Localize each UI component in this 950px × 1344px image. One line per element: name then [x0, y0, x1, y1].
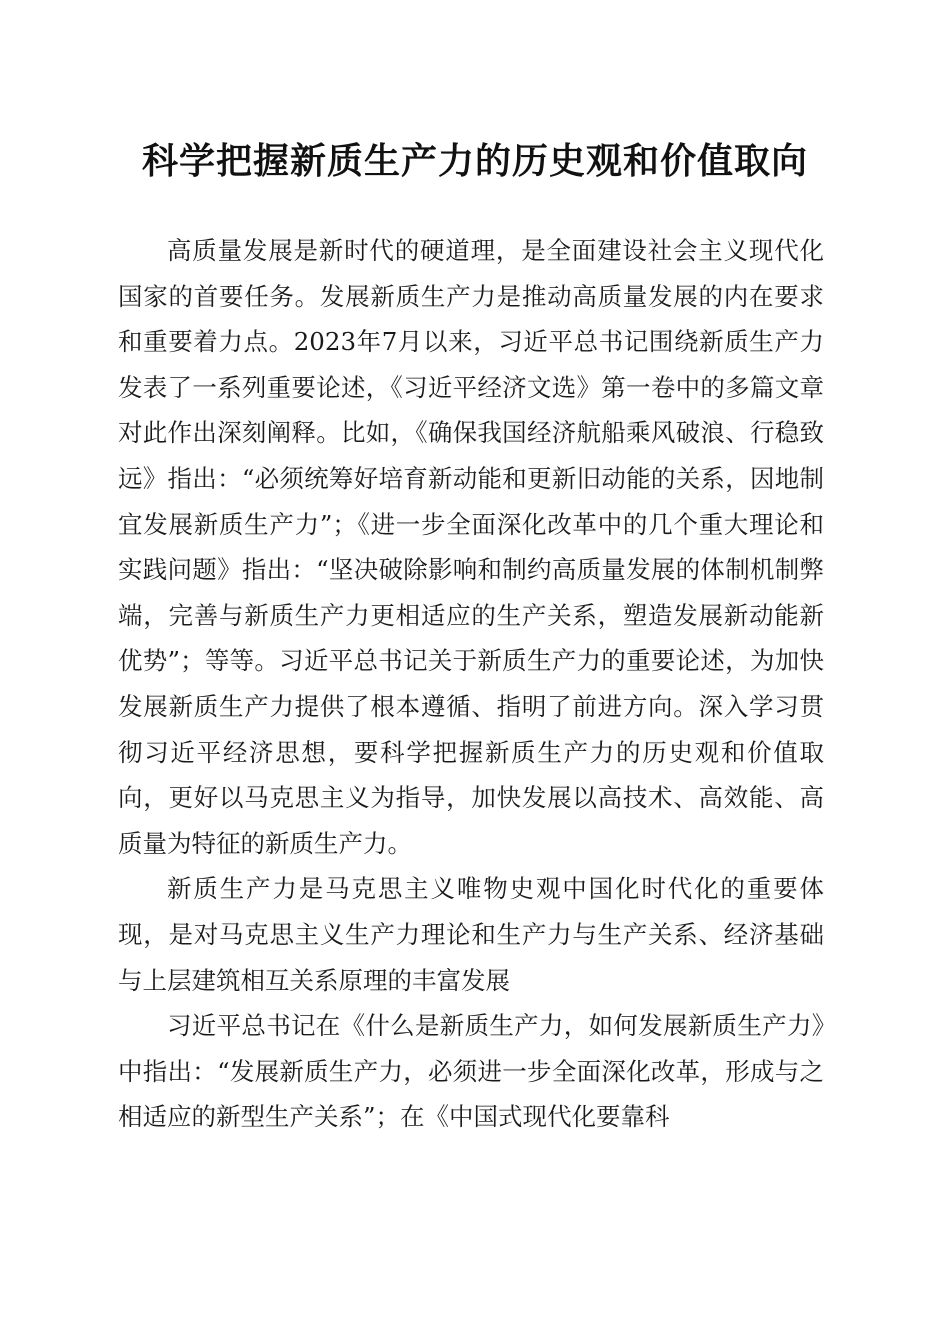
paragraph-3: 习近平总书记在《什么是新质生产力，如何发展新质生产力》中指出：“发展新质生产力，必须进一步全面深化改革，形成与之相适应的新型生产关系”；在《中国式现代化要靠科: [118, 1011, 824, 1132]
paragraph-2: 新质生产力是马克思主义唯物史观中国化时代化的重要体现，是对马克思主义生产力理论和生产力与生产关系、经济基础与上层建筑相互关系原理的丰富发展: [118, 874, 824, 995]
document-title: 科学把握新质生产力的历史观和价值取向: [141, 140, 808, 182]
paragraph-1: 高质量发展是新时代的硬道理，是全面建设社会主义现代化国家的首要任务。发展新质生产力是推动高质量发展的内在要求和重要着力点。2023年7月以来，习近平总书记围绕新质生产力发表了一系列重要论述，《习近平经济文选》第一卷中的多篇文章对此作出深刻阐释。比如，《确保我国经济航船乘风破浪、行稳致远》指出：“必须统筹好培育新动能和更新旧动能的关系，因地制宜发展新质生产力”；《进一步全面深化改革中的几个重大理论和实践问题》指出：“坚决破除影响和制约高质量发展的体制机制弊端，完善与新质生产力更相适应的生产关系，塑造发展新动能新优势”；等等。习近平总书记关于新质生产力的重要论述，为加快发展新质生产力提供了根本遵循、指明了前进方向。深入学习贯彻习近平经济思想，要科学把握新质生产力的历史观和价值取向，更好以马克思主义为指导，加快发展以高技术、高效能、高质量为特征的新质生产力。: [118, 236, 824, 858]
document-body: [118, 228, 824, 1140]
